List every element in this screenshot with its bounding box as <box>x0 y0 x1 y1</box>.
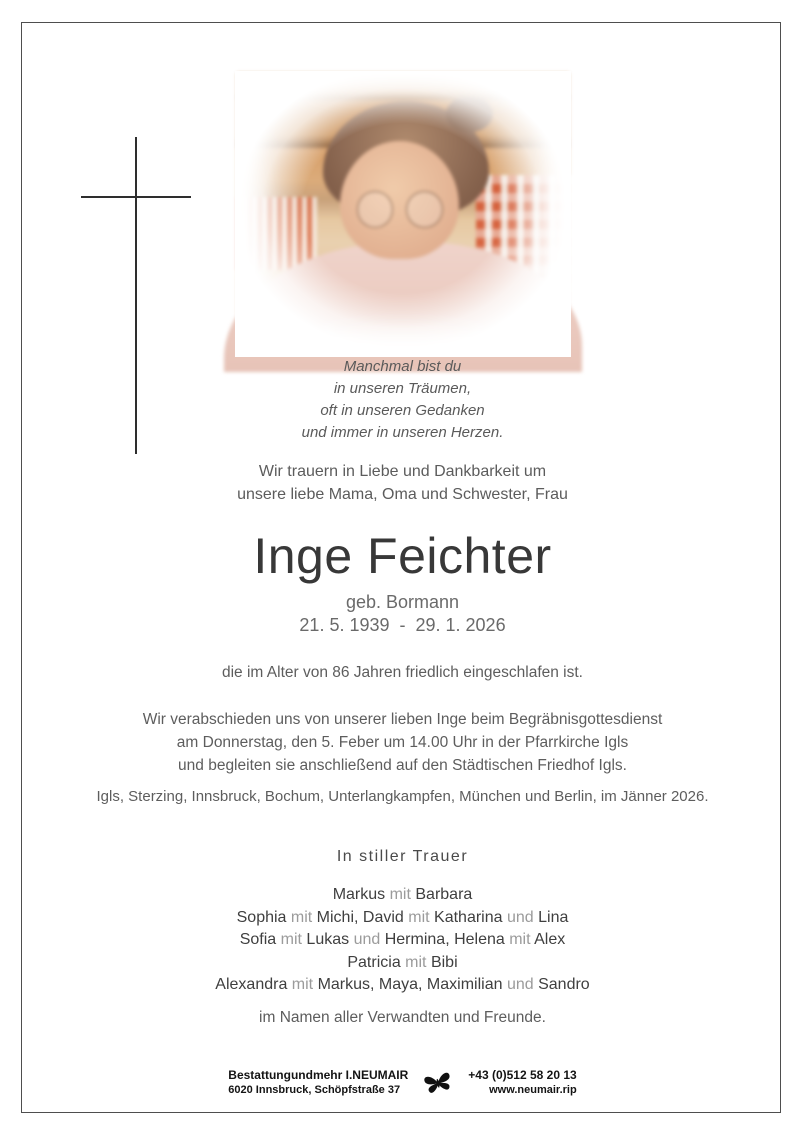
mourner-name: Alexandra <box>215 976 288 993</box>
connector-word: mit <box>385 886 416 903</box>
connector-word: und <box>349 931 385 948</box>
mourner-name: Michi <box>316 908 355 926</box>
mourner-name: Lina <box>538 908 569 926</box>
funeral-home-phone: +43 (0)512 58 20 13 <box>468 1068 577 1082</box>
funeral-home-footer <box>0 1068 805 1097</box>
maiden-name: geb. Bormann <box>345 592 460 612</box>
funeral-announcement <box>0 708 805 777</box>
funeral-home-address: 6020 Innsbruck, Schöpfstraße 37 <box>228 1084 401 1096</box>
connector-word: mit <box>276 931 307 948</box>
mourner-name: Maya <box>378 976 419 993</box>
poem-line: und immer in unseren Herzen. <box>301 424 504 441</box>
intro-line: Wir trauern in Liebe und Dankbarkeit um <box>258 463 547 480</box>
mourner-line <box>0 884 805 907</box>
poem-line: oft in unseren Gedanken <box>320 402 485 419</box>
mourner-name: Alex <box>534 931 566 948</box>
mourner-name: Markus <box>332 886 386 903</box>
funeral-line: am Donnerstag, den 5. Feber um 14.00 Uhr in der Pfarrkirche Igls <box>176 734 629 751</box>
mourner-name: , <box>418 976 427 993</box>
mourner-name: Katharina <box>434 908 503 926</box>
mourning-lines <box>0 884 805 997</box>
poem-line: in unseren Träumen, <box>333 380 472 397</box>
cities-date-line: Igls, Sterzing, Innsbruck, Bochum, Unterlangkampfen, München und Berlin, im Jänner 2026. <box>96 788 709 805</box>
portrait-photo <box>237 73 569 355</box>
passing-statement: die im Alter von 86 Jahren friedlich eingeschlafen ist. <box>221 664 583 681</box>
mourner-line <box>0 974 805 997</box>
mourning-closing: im Namen aller Verwandten und Freunde. <box>259 1009 546 1026</box>
mourner-name: Hermina <box>384 931 446 948</box>
photo-feathered-edge <box>235 71 571 357</box>
deceased-name: Inge Feichter <box>253 528 552 584</box>
mourner-name: Helena <box>454 931 505 948</box>
connector-word: mit <box>286 908 317 926</box>
mourner-name: David <box>362 908 404 926</box>
mourner-name: Sophia <box>236 908 287 926</box>
connector-word: und <box>502 908 539 926</box>
mourner-name: Lukas <box>306 931 350 948</box>
mourner-name: Bibi <box>430 953 458 971</box>
cross-horizontal-bar <box>81 196 191 198</box>
mourning-header: In stiller Trauer <box>336 848 469 865</box>
funeral-home-brand: Bestattungundmehr I.NEUMAIR <box>228 1068 409 1082</box>
connector-word: mit <box>403 908 435 926</box>
mourner-name: Maximilian <box>426 976 503 993</box>
mourner-line <box>0 929 805 952</box>
funeral-line: und begleiten sie anschließend auf den Städtischen Friedhof Igls. <box>178 757 627 774</box>
mourner-line <box>0 952 805 975</box>
mourner-name: , <box>354 908 363 926</box>
funeral-home-contact <box>468 1068 576 1097</box>
life-dates: 21. 5. 1939 - 29. 1. 2026 <box>299 615 506 635</box>
funeral-line: Wir verabschieden uns von unserer lieben Inge beim Begräbnisgottesdienst <box>142 711 663 728</box>
funeral-home-website: www.neumair.rip <box>489 1084 577 1096</box>
mourner-name: , <box>370 976 379 993</box>
connector-word: und <box>502 976 539 993</box>
connector-word: mit <box>287 976 318 993</box>
mourning-intro <box>0 460 805 506</box>
mourner-name: Sofia <box>239 931 277 948</box>
mourner-line <box>0 907 805 930</box>
mourner-name: Barbara <box>415 886 473 903</box>
memorial-poem <box>0 356 805 444</box>
intro-line: unsere liebe Mama, Oma und Schwester, Frau <box>237 486 568 503</box>
funeral-home-info <box>228 1068 408 1097</box>
connector-word: mit <box>400 953 431 971</box>
mourner-name: Markus <box>317 976 371 993</box>
mourner-name: Patricia <box>347 953 401 971</box>
butterfly-icon <box>420 1065 457 1099</box>
poem-line: Manchmal bist du <box>343 358 462 375</box>
connector-word: mit <box>504 931 535 948</box>
mourner-name: Sandro <box>538 976 590 993</box>
mourner-name: , <box>445 931 455 948</box>
